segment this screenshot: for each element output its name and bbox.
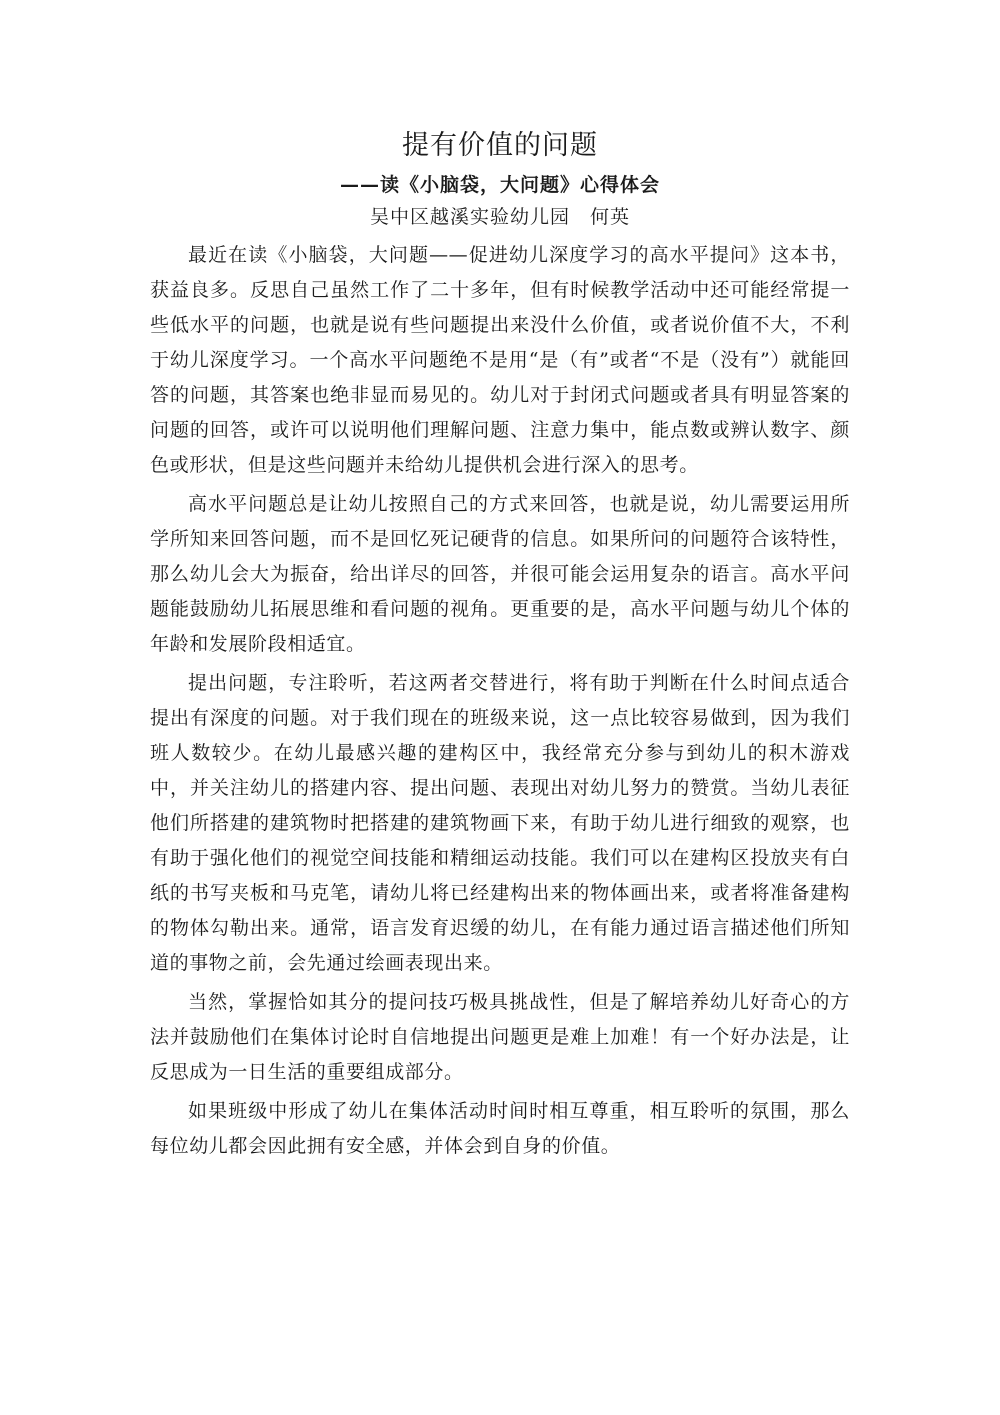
paragraph: 如果班级中形成了幼儿在集体活动时间时相互尊重，相互聆听的氛围，那么每位幼儿都会因此拥有安全感，并体会到自身的价值。	[150, 1100, 850, 1157]
document-page	[150, 126, 850, 1168]
document-title: 提有价值的问题	[402, 130, 598, 161]
document-body	[150, 238, 850, 1164]
paragraph: 最近在读《小脑袋，大问题——促进幼儿深度学习的高水平提问》这本书，获益良多。反思自己虽然工作了二十多年，但有时候教学活动中还可能经常提一些低水平的问题，也就是说有些问题提出来没什么价值，或者说价值不大，不利于幼儿深度学习。一个高水平问题绝不是用“是（有”或者“不是（没有”）就能回答的问题，其答案也绝非显而易见的。幼儿对于封闭式问题或者具有明显答案的问题的回答，或许可以说明他们理解问题、注意力集中，能点数或辨认数字、颜色或形状，但是这些问题并未给幼儿提供机会进行深入的思考。	[150, 244, 850, 476]
document-author: 吴中区越溪实验幼儿园 何英	[369, 206, 630, 228]
document-subtitle: ——读《小脑袋，大问题》心得体会	[339, 174, 660, 196]
paragraph: 提出问题，专注聆听，若这两者交替进行，将有助于判断在什么时间点适合提出有深度的问题。对于我们现在的班级来说，这一点比较容易做到，因为我们班人数较少。在幼儿最感兴趣的建构区中，我经常充分参与到幼儿的积木游戏中，并关注幼儿的搭建内容、提出问题、表现出对幼儿努力的赞赏。当幼儿表征他们所搭建的建筑物时把搭建的建筑物画下来，有助于幼儿进行细致的观察，也有助于强化他们的视觉空间技能和精细运动技能。我们可以在建构区投放夹有白纸的书写夹板和马克笔，请幼儿将已经建构出来的物体画出来，或者将准备建构的物体勾勒出来。通常，语言发育迟缓的幼儿，在有能力通过语言描述他们所知道的事物之前，会先通过绘画表现出来。	[150, 672, 850, 974]
paragraph: 当然，掌握恰如其分的提问技巧极具挑战性，但是了解培养幼儿好奇心的方法并鼓励他们在集体讨论时自信地提出问题更是难上加难！有一个好办法是，让反思成为一日生活的重要组成部分。	[150, 991, 850, 1083]
paragraph: 高水平问题总是让幼儿按照自己的方式来回答，也就是说，幼儿需要运用所学所知来回答问题，而不是回忆死记硬背的信息。如果所问的问题符合该特性，那么幼儿会大为振奋，给出详尽的回答，并很可能会运用复杂的语言。高水平问题能鼓励幼儿拓展思维和看问题的视角。更重要的是，高水平问题与幼儿个体的年龄和发展阶段相适宜。	[150, 493, 850, 655]
